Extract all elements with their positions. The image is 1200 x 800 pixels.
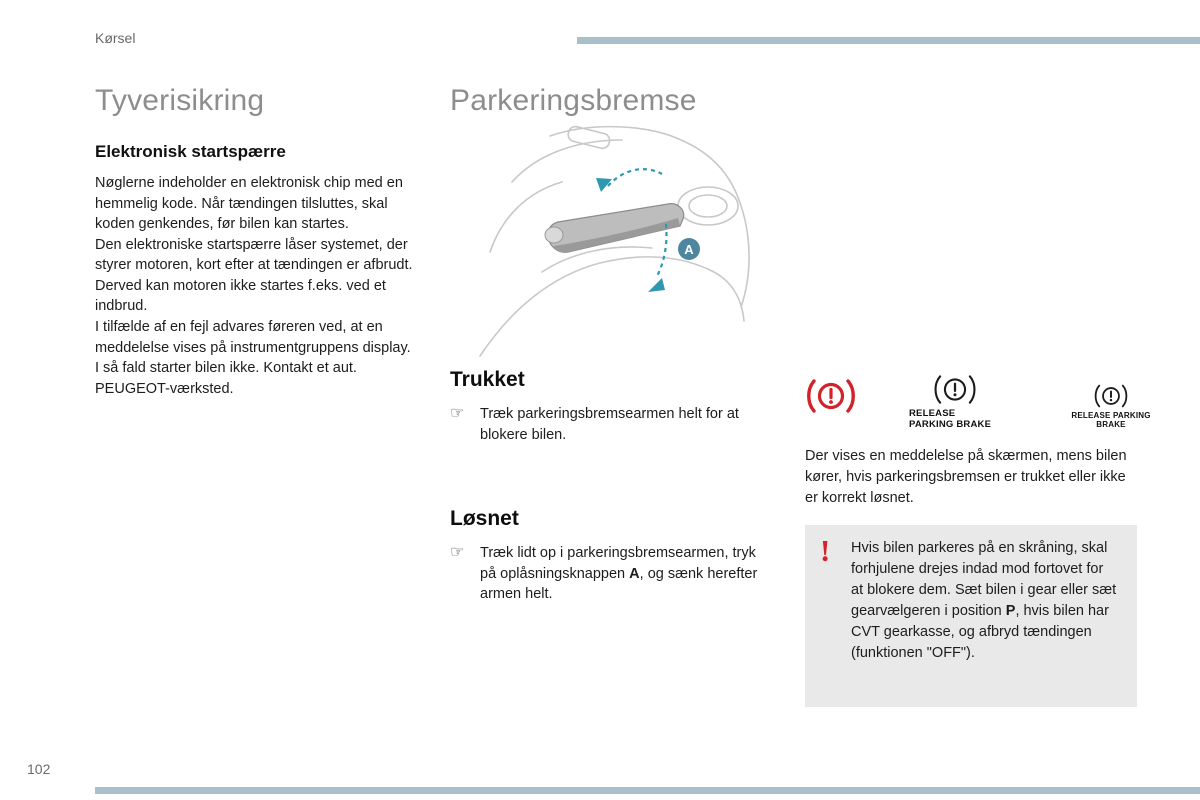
parking-brake-warning-icon [805,376,857,416]
parking-section-title: Parkeringsbremse [450,84,697,117]
release-parking-brake-label: RELEASE PARKING BRAKE [1071,411,1151,430]
theft-paragraph: Den elektroniske startspærre låser systemet, der styrer motoren, kort efter at tændingen er afbrudt. Derved kan motoren ikke startes f.eks. ved et indbrud. [95,236,413,315]
theft-paragraph: I så fald starter bilen ikke. Kontakt et aut. PEUGEOT-værksted. [95,360,357,397]
trukket-instruction-text: Træk parkeringsbremsearmen helt for at blokere bilen. [480,406,739,443]
theft-subsection-title: Elektronisk startspærre [95,142,286,161]
screen-message-paragraph: Der vises en meddelelse på skærmen, mens bilen kører, hvis parkeringsbremsen er trukket eller ikke er korrekt løsnet. [805,448,1127,507]
bottom-accent-bar [95,787,1200,794]
theft-paragraph: Nøglerne indeholder en elektronisk chip med en hemmelig kode. Når tændingen tilsluttes, skal koden genkendes, før bilen kan startes. [95,175,403,233]
theft-section [95,84,417,399]
trukket-heading: Trukket [450,368,525,391]
release-parking-brake-indicator-small [1059,382,1163,429]
warning-section [805,372,1151,707]
release-parking-brake-icon [1093,382,1129,410]
losnet-text-pre: Træk lidt op i parkeringsbremsearmen, tryk på oplåsningsknappen [480,545,756,582]
parking-section [450,84,782,615]
losnet-text-bold: A [629,565,640,582]
note-text-bold: P [1005,603,1016,620]
arrow-down-icon [648,278,665,292]
release-parking-brake-label: RELEASE PARKING BRAKE [909,408,992,430]
page-number: 102 [27,761,51,777]
warning-note-text [851,538,1119,664]
top-accent-bar [577,37,1200,44]
warning-note-box [805,525,1137,707]
handbrake-illustration [450,120,780,360]
losnet-text-post: , og sænk herefter armen helt. [480,565,758,603]
warning-exclamation-icon: ! [820,533,831,569]
label-a-badge: A [678,238,700,260]
note-text-post: , hvis bilen har CVT gearkasse, og afbryd tændingen (funktionen "OFF"). [851,603,1109,662]
losnet-instruction-text [480,543,770,605]
trukket-instruction [450,404,782,445]
handbrake-illustration-svg [450,120,780,360]
warning-icons-row [805,372,1151,432]
release-parking-brake-icon [932,372,978,407]
theft-paragraph: I tilfælde af en fejl advares føreren ved, at en meddelelse vises på instrumentgruppens display. [95,319,411,356]
note-text-pre: Hvis bilen parkeres på en skråning, skal forhjulene drejes indad mod fortovet for at blokere dem. Sæt bilen i gear eller sæt gearvælgeren i position [851,540,1117,620]
running-header: Kørsel [95,30,136,46]
release-parking-brake-indicator [909,372,1001,431]
losnet-heading: Løsnet [450,507,519,531]
theft-section-title: Tyverisikring [95,84,265,117]
pointing-hand-icon: ☞ [450,405,465,422]
losnet-instruction [450,543,782,605]
pointing-hand-icon: ☞ [450,544,465,562]
